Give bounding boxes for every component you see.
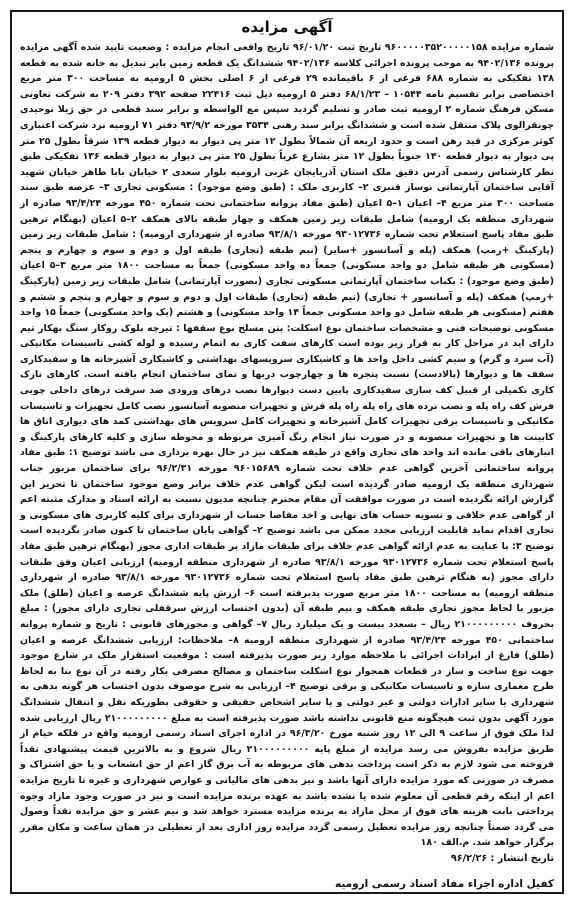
notice-body: شماره مزایده ۹۶۰۰۰۰۰۳۵۲۰۰۰۰۰۱۵۸ تاریخ ثبت ۹۶/۰۱/۲۰ تاریخ واقعی انجام مزایده : وضعیت تایید شده آگهی مزایده پرونده ۹۴۰۲/۱۳۶ به موجب پرونده اجرائی کلاسه ۹۴۰۲/۱۳۶ ششدانگ یک قطعه زمین بایر تبدیل به خانه شده به قطعه ۱۳۸ تفکیکی به شماره ۶۸۸ فرعی از ۶ باقیمانده ۲۹ فرعی از ۶ اصلی بخش ۵ ارومیه به مساحت ۳۰۰ متر مربع اختصاصی برابر تقسیم نامه ۱۰۵۴۴ – ۶۸/۱/۲۳ دفتر ۵ ارومیه ذیل ثبت ۲۲۴۱۶ صفحه ۳۹۲ دفتر ۲۰۹ به شرکت تعاونی مسکن فرهنگ شماره ۲ ارومیه ثبت صادر و تسلیم گردید سپس مع الواسطه و برابر سند قطعی در حق ژیلا توحیدی چونقرالوی پلاک منتقل شده است و ششدانگ برابر سند رهنی ۳۵۳۴ مورخه ۹۳/۹/۲ دفتر ۷۱ ارومیه نزد شرکت اعتباری کوثر مرکزی در قید رهن است و حدود اربعه آن شمالاً بطول ۱۲ متر پی دیوار به دیوار قطعه ۱۳۹ شرقاً بطول ۲۵ متر پی دیوار به دیوار قطعه ۱۴۰ جنوباً بطول ۱۲ متر بشارع غرباً بطول ۲۵ متر پی دیوار به دیوار قطعه ۱۳۶ تفکیکی طبق نظر کارشناس رسمی آدرس دقیق ملک استان آذربایجان غربی ارومیه بلوار سعدی ۲ خیابان بابا طاهر خیابان شهید آقایی ساختمان آپارتمانی نوساز قنبری ۲– کاربری ملک : (طبق وضع موجود) : مسکونی تجاری ۳– عرصه طبق سند مساحت ۳۰۰ متر مربع ۴– اعیان ۱–۵ اعیان (طبق مفاد پروانه ساختمانی تحت شماره ۴۵۰ مورخه ۹۳/۴/۲۴ صادره از شهرداری منطقه یک ارومیه) شامل طبقات زیر زمین همکف و چهار طبقه بالای همکف ۲–۵ اعیان (بهنگام ترهین طبق مفاد پاسخ استعلام تحت شماره ۹۳۰۱۲۷۳۶ مورخه ۹۳/۸/۱ صادره از شهرداری ارومیه) : شامل طبقات زیر زمین (پارکینگ +رمپ) همکف (پله و آسانسور +سایر) (نیم طبقه (تجاری) طبقه اول و دوم و سوم و چهارم و پنجم (مسکونی هر طبقه شامل دو واحد مسکونی) جمعاً ده واحد مسکونی) جمعاً به مساحت ۱۸۰۰ متر مربع ۳–۵ اعیان (طبق وضع موجود) : یکباب ساختمان آپارتمانی مسکونی تجاری (بصورت آپارتمانی) شامل طبقات زیر زمین (پارکینگ +رمپ) همکف (پله و آسانسور + تجاری) (نیم طبقه (تجاری) طبقات اول و دوم و سوم و چهارم و پنجم و ششم و هفتم (مسکونی هر طبقه شامل دو واحد مسکونی جمعاً ۱۴ واحد مسکونی) و هشتم (یک واحد مسکونی) جمعاً ۱۵ واحد مسکونی توضیحات فنی و مشخصات ساختمان نوع اسکلت: بتن مسلح نوع سقفها : تیرچه بلوک روکار سنگ بهکار تیم دارای اید در مراحل کار به قرار زیر بوده است کارهای سفت کاری به اتمام رسیده و لوله کشی تاسیسات مکانیکی (آب سرد و گرم) و سیم کشی داخل واحد ها و کاشیکاری سرویسهای بهداشتی و کاشیکاری آشپزخانه ها و سفیدکاری سقف ها و دیوارها (بالادست) نسبت پنجره ها و چهارچوب دربها و نمای ساختمان انجام یافته است. کارهای نازک کاری تکمیلی از قبیل کف سازی سفیدکاری پایین دست دیوارها نصب درهای ورودی ضد سرقت درهای داخلی چوبی فرش کف راه پله و نصب نرده های راه پله راه پله فرش و تجهیزات منصوبه آسانسور نصب کامل تجهیزات و تاسیسات مکانیکی و تاسیسات برقی تجهیزات کامل آشپزخانه و تجهیزات کامل سرویس های بهداشتی کمد های دیواری اتاق ها کابینت ها و تجهیزات منصوبه و در صورت نیاز انجام رنگ آمیزی مربوطه و محوطه سازی و کلیه کارهای پارکینگ و انبارهای باقی مانده اند واحد های تجاری واقع در طبقه همکف نیز در حال بهره برداری می باشد توضیح ۱: طبق مفاد پروانه ساختمانی آخرین گواهی عدم خلاف تحت شماره ۹۶۰۱۵۶۸۹ مورخه ۹۶/۲/۳۱ برای ساختمان مزبور جناب شهرداری منطقه یک ارومیه صادر گردیده است لیکن گواهی عدم خلاف برابر وضع موجود ساختمان تا تحریر این گزارش ارائه نگردیده است در صورت موافقت آن مقام محترم چنانچه مدیون نسبت به ارائه اسناد و مدارک مثبته اعم از گواهی عدم خلافی و تسویه حساب های نهایی و اخذ مفاصا حساب از شهرداری برای کلیه کاربری های مسکونی و تجاری اقدام نماید قابلیت ارزیابی مجدد ممکن می باشد توضیح ۲– گواهی پایان ساختمان تا کنون صادر نگردیده است توضیح ۳: با عنایت به عدم ارائه گواهی عدم خلاف برای طبقات مازاد بر طبقات اداری مجوز (بهنگام ترهین طبق مفاد پاسخ استعلام تحت شماره ۹۳۰۱۲۷۳۶ مورخه ۹۳/۸/۱ صادره از شهرداری منطقه ارومیه) ارزیابی اعیان وفق طبقات دارای مجوز (به هنگام ترهین طبق مفاد پاسخ استعلام تحت شماره ۹۳۰۱۲۷۳۶ مورخه ۹۳/۸/۱ صادره از شهرداری منطقه ارومیه) به مساحت ۱۸۰۰ متر مربع صورت پذیرفته است ۶– ارزش پایه ششدانگ عرصه و اعیان (طلق) ملک مزبور با لحاظ مجوز تجاری طبقه همکف و نیم طبقه آن (بدون احتساب ارزش سرقفلی تجاری دارای مجوز) : مبلغ بحروف ۲۱۰۰۰۰۰۰۰۰۰ ریال – بسعدد بیست و یک میلیارد ریال ۷– گواهی و مجوزهای قانونی : تاریخ و شماره پروانه ساختمانی ۴۵۰ مورخه ۹۳/۴/۲۴ صادره از شهرداری منطقه ارومیه ۸– ملاحظات: ارزیابی ششدانگ عرصه و اعیان (طلق) فارغ از ایرادات اجرائی با ملاحظه موارد زیر صورت پذیرفته است : موقعیت استقرار ملک در شارع موجود جهت نوع ساخت و ساز در قطعات همجوار نوع اسکلت ساختمان و مصالح مصرفی بکار رفته در آن نوع بنا به لحاظ طرح معماری سازه و تاسیسات مکانیکی و برقی توضیح ۴– ارزیابی به شرح موصوف بدون احتساب هر گونه بدهی به شهرداری یا سایر ادارات دولتی و غیر دولتی و یا سایر اشخاص حقیقی و حقوقی بطوریکه نقل و انتقال ششدانگ مورد آگهی بدون ثبت هیچگونه منع قانونی نداشته باشد صورت پذیرفته است به مبلغ ۲۱۰۰۰۰۰۰۰۰۰ ریال ارزیابی شده لذا ملک فوق از ساعت ۹ الی ۱۲ روز شنبه مورخ ۹۶/۳/۲۰ در اداره اجرای اسناد رسمی ارومیه واقع در فلکه خیام از طریق مزایده بفروش می رسد مزایده از مبلغ پایه ۲۱۰۰۰۰۰۰۰۰۰ ریال شروع و به بالاترین قیمت پیشنهادی نقداً فروخته می شود لازم به ذکر است پرداخت بدهی های مربوطه به آب برق گاز اعم از حق انشعاب و یا حق اشتراک و مصرف در صورتی که مورد مزایده دارای آنها باشد و نیز بدهی های مالیاتی و عوارض شهرداری و غیره تا تاریخ مزایده اعم از اینکه رقم قطعی آن معلوم شده یا نشده باشد به عهده برنده مزایده است و نیز در صورت وجود مازاد وجوه پرداختی بابت هزینه های فوق از محل مازاد به برنده مزایده مسترد خواهد شد و نیم عشر و حق مزایده نقداً وصول می گردد ضمناً چنانچه روز مزایده تعطیل رسمی گردد مزایده روز اداری بعد از تعطیلی در همان ساعت و مکان مقرر برگزار خواهد شد. م.الف ۱۸۰ xyxy=(20,42,555,849)
publish-date: تاریخ انتشار : ۹۶/۲/۲۶ xyxy=(450,852,554,864)
notice-footer xyxy=(20,853,554,890)
signatory: کفیل اداره اجراء مفاد اسناد رسمی ارومیه xyxy=(334,877,554,890)
notice-title: آگهی مزایده xyxy=(241,18,333,36)
auction-notice xyxy=(10,10,564,894)
